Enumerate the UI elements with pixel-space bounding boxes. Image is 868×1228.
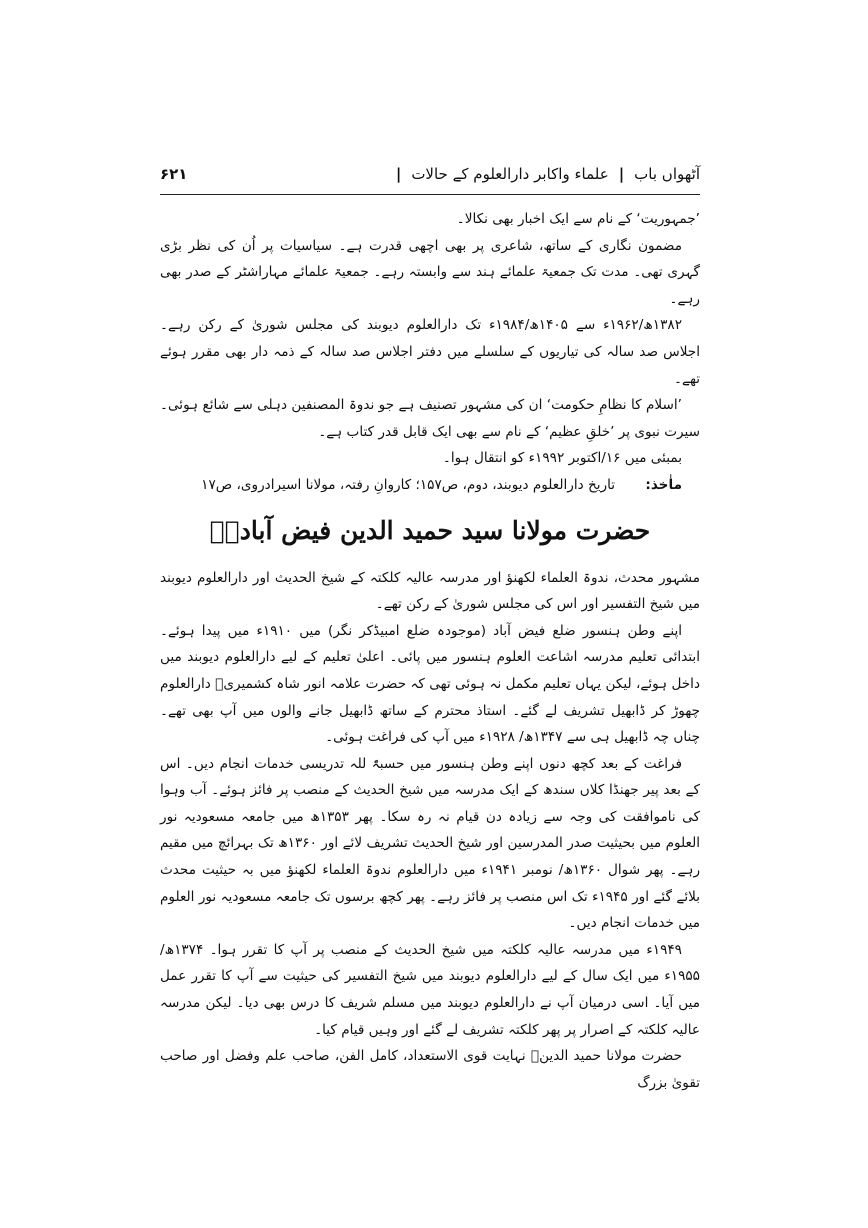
bio2-paragraph: ۱۹۴۹ء میں مدرسہ عالیہ کلکتہ میں شیخ الحدیث کے منصب پر آپ کا تقرر ہوا۔ ۱۳۷۴ھ/ ۱۹۵۵ء میں ایک سال کے لیے دارالعلوم دیوبند میں شیخ التفسیر کی حیثیت سے آپ کا تقرر عمل میں آیا۔ اسی درمیان آپ نے دارالعلوم دیوبند میں مسلم شریف کا درس بھی دیا۔ لیکن مدرسہ عالیہ کلکتہ کے اصرار پر پھر کلکتہ تشریف لے گئے اور وہیں قیام کیا۔: [160, 941, 700, 1038]
header-separator-2: |: [395, 165, 402, 183]
bio2-paragraph: فراغت کے بعد کچھ دنوں اپنے وطن ہنسور میں حسبۃً للہ تدریسی خدمات انجام دیں۔ اس کے بعد پیر جھنڈا کلاں سندھ کے ایک مدرسہ میں شیخ الحدیث کے منصب پر فائز ہوئے۔ آب وہوا کی ناموافقت کی وجہ سے زیادہ دن قیام نہ رہ سکا۔ پھر ۱۳۵۳ھ میں جامعہ مسعودیہ نور العلوم میں بحیثیت صدر المدرسین اور شیخ الحدیث تشریف لائے اور ۱۳۶۰ھ تک بہرائچ میں مقیم رہے۔ پھر شوال ۱۳۶۰ھ/ نومبر ۱۹۴۱ء میں دارالعلوم ندوۃ العلماء لکھنؤ میں بہ حیثیت محدث بلائے گئے اور ۱۹۴۵ء تک اس منصب پر فائز رہے۔ پھر کچھ برسوں تک جامعہ مسعودیہ نور العلوم میں خدمات انجام دیں۔: [160, 755, 701, 932]
header-separator: |: [618, 165, 625, 183]
bio1-paragraph: ’اسلام کا نظامِ حکومت‘ ان کی مشہور تصنیف ہے جو ندوۃ المصنفین دہلی سے شائع ہوئی۔ سیرت نبوی پر ’خلقِ عظیم‘ کے نام سے بھی ایک قابل قدر کتاب ہے۔: [160, 397, 700, 440]
section-title: علماء واکابر دارالعلوم کے حالات: [411, 165, 609, 183]
header-rule: [160, 194, 700, 195]
chapter-title: آٹھواں باب: [634, 165, 700, 183]
bio1-paragraph: ۱۳۸۲ھ/۱۹۶۲ء سے ۱۴۰۵ھ/۱۹۸۴ء تک دارالعلوم دیوبند کی مجلس شوریٰ کے رکن رہے۔ اجلاس صد سالہ کی تیاریوں کے سلسلے میں دفتر اجلاس صد سالہ کے ذمہ دار بھی مقرر ہوئے تھے۔: [160, 317, 700, 387]
bio1-paragraph: بمبئی میں ۱۶/اکتوبر ۱۹۹۲ء کو انتقال ہوا۔: [442, 450, 682, 467]
bio1-paragraph: مضمون نگاری کے ساتھ، شاعری پر بھی اچھی قدرت ہے۔ سیاسیات پر اُن کی نظر بڑی گہری تھی۔ مدت تک جمعیۃ علمائے ہند سے وابستہ رہے۔ جمعیۃ علمائے مہاراشٹر کے صدر بھی رہے۔: [160, 237, 700, 307]
bio2-paragraph: حضرت مولانا حمید الدینؒ نہایت قوی الاستعداد، کامل الفن، صاحب علم وفضل اور صاحب تقویٰ بزرگ: [160, 1048, 700, 1091]
source-citation: [160, 472, 700, 499]
running-header: [160, 160, 700, 188]
bio2-paragraph: اپنے وطن ہنسور ضلع فیض آباد (موجودہ ضلع امبیڈکر نگر) میں ۱۹۱۰ء میں پیدا ہوئے۔ ابتدائی تعلیم مدرسہ اشاعت العلوم ہنسور میں پائی۔ اعلیٰ تعلیم کے لیے دارالعلوم دیوبند میں داخل ہوئے، لیکن یہاں تعلیم مکمل نہ ہوئی تھی کہ حضرت علامہ انور شاہ کشمیریؒ دارالعلوم چھوڑ کر ڈابھیل تشریف لے گئے۔ استاذ محترم کے ساتھ ڈابھیل جانے والوں میں آپ بھی تھے۔ چناں چہ ڈابھیل ہی سے ۱۳۴۷ھ/ ۱۹۲۸ء میں آپ کی فراغت ہوئی۔: [160, 622, 700, 746]
body-text: [160, 206, 700, 1096]
page-number: ۶۲۱: [160, 165, 188, 183]
source-text: تاریخ دارالعلوم دیوبند، دوم، ص۱۵۷؛ کاروانِ رفتہ، مولانا اسیرادروی، ص۱۷: [201, 476, 616, 493]
bio2-paragraph: مشہور محدث، ندوۃ العلماء لکھنؤ اور مدرسہ عالیہ کلکتہ کے شیخ الحدیث اور دارالعلوم دیوبند میں شیخ التفسیر اور اس کی مجلس شوریٰ کے رکن تھے۔: [160, 569, 700, 613]
section-heading: حضرت مولانا سید حمید الدین فیض آبادیؒ: [209, 515, 651, 545]
bio1-line: ’جمہوریت‘ کے نام سے ایک اخبار بھی نکالا۔: [456, 211, 700, 227]
source-label: ماٰخذ:: [645, 476, 682, 493]
